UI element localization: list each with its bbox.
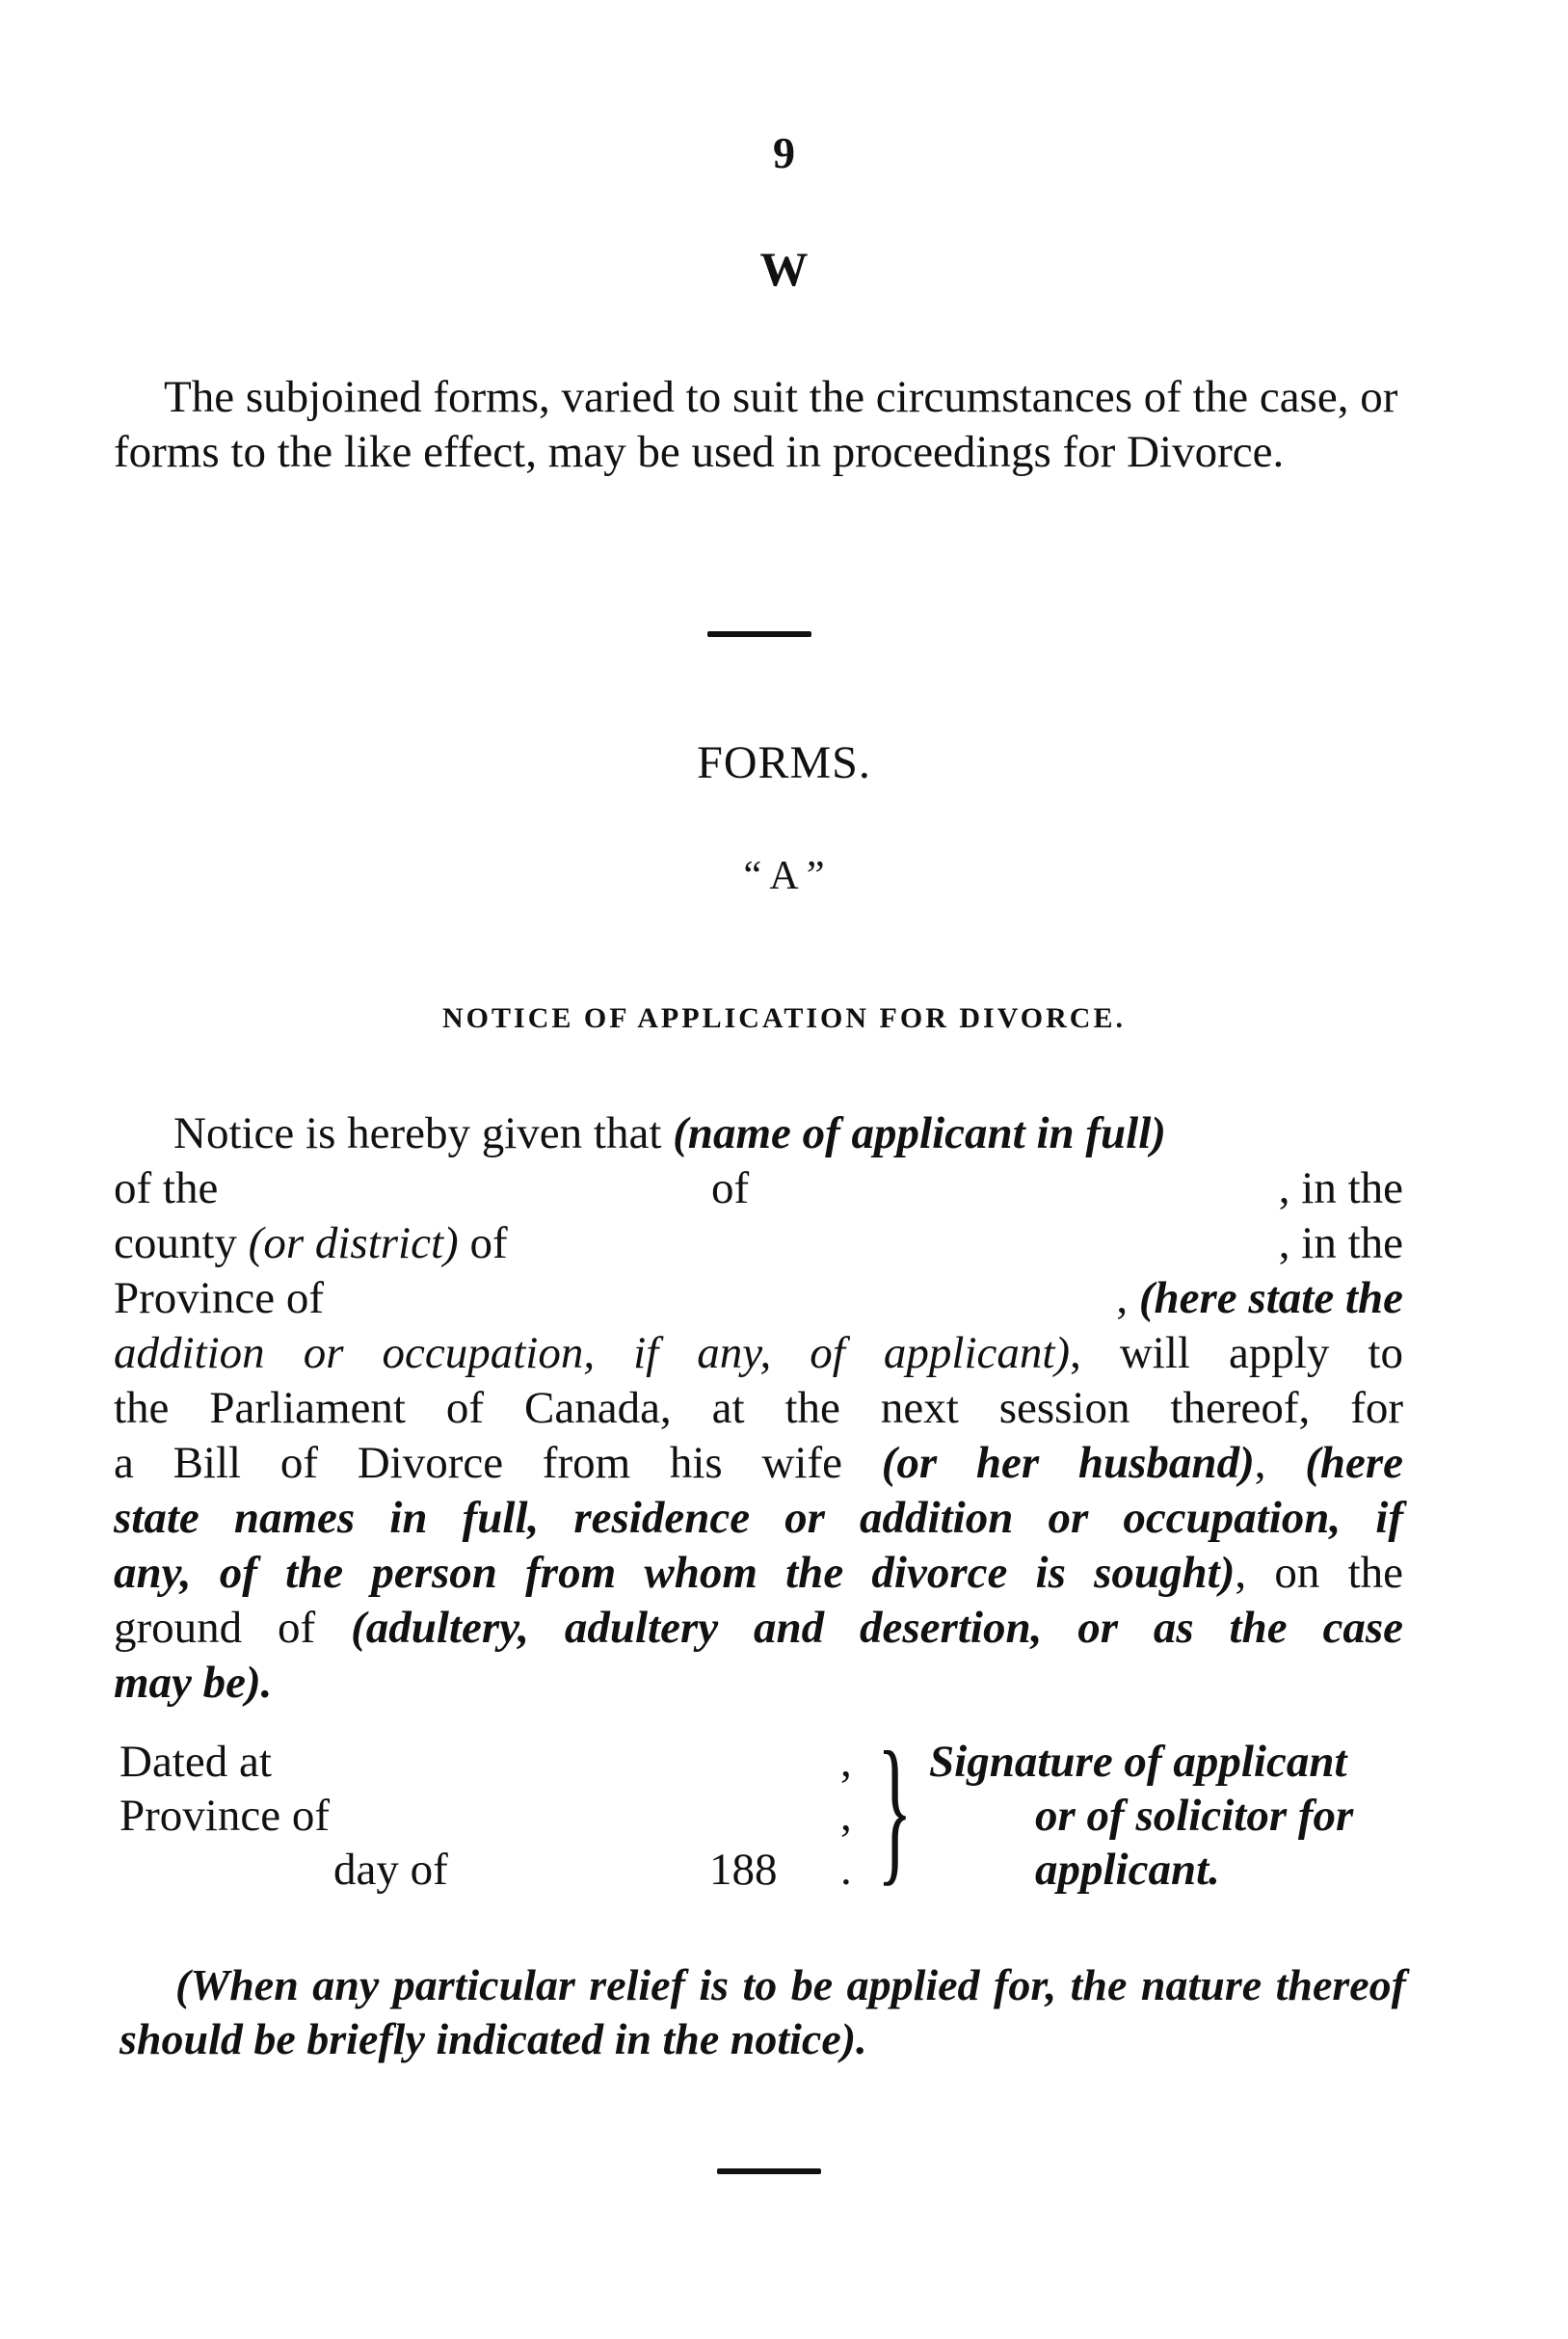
page-number: 9 — [773, 128, 795, 177]
form-letter: “ A ” — [743, 854, 825, 898]
notice-italic: (or district) — [248, 1218, 459, 1268]
notice-italic: (or her husband) — [881, 1438, 1255, 1488]
notice-line — [114, 1216, 1403, 1271]
notice-text: of — [711, 1163, 750, 1213]
signature-note-line: applicant. — [1035, 1845, 1220, 1895]
notice-italic: (name of applicant in full) — [673, 1108, 1166, 1158]
day-of-label: day of — [333, 1845, 448, 1895]
punctuation: , — [840, 1737, 852, 1787]
notice-text: of the — [114, 1163, 219, 1213]
notice-text: of — [458, 1218, 508, 1268]
date-line — [120, 1789, 871, 1843]
notice-text: , in the — [1278, 1218, 1403, 1268]
notice-line — [114, 1656, 1403, 1711]
punctuation: . — [840, 1845, 852, 1895]
notice-text: county — [114, 1218, 249, 1268]
footnote-text: (When any particular relief is to be applied for, the nature thereof should be briefly indicated in the notice). — [120, 1960, 1406, 2063]
notice-line — [114, 1601, 1403, 1656]
signature-mark: W — [759, 242, 809, 296]
notice-line — [114, 1491, 1403, 1546]
section-divider — [707, 631, 811, 637]
notice-line — [114, 1161, 1403, 1216]
signature-note — [929, 1735, 1411, 1897]
notice-text: , — [1116, 1273, 1139, 1323]
notice-italic: (here — [1305, 1438, 1404, 1488]
notice-italic: (adultery, adultery and desertion, or as the case — [351, 1603, 1403, 1653]
year-label: 188 — [709, 1845, 778, 1895]
section-divider — [717, 2168, 821, 2174]
date-line — [120, 1735, 871, 1789]
notice-line — [114, 1326, 1403, 1381]
curly-brace: } — [877, 1718, 913, 1900]
notice-text: , in the — [1278, 1163, 1403, 1213]
notice-line — [114, 1271, 1403, 1326]
notice-text: Province of — [114, 1273, 324, 1323]
notice-heading: NOTICE OF APPLICATION FOR DIVORCE. — [442, 1002, 1126, 1034]
punctuation: , — [840, 1791, 852, 1841]
signature-note-line: Signature of applicant — [929, 1737, 1347, 1787]
notice-text: , will apply to — [1070, 1328, 1403, 1378]
notice-text: Notice is hereby given that — [173, 1108, 674, 1158]
forms-heading: FORMS. — [697, 737, 871, 788]
signature-block — [120, 1718, 1411, 1903]
date-line — [120, 1843, 871, 1897]
notice-italic: addition or occupation, if any, of applicant) — [114, 1328, 1071, 1378]
notice-italic: any, of the person from whom the divorce is sought) — [114, 1548, 1236, 1598]
notice-text: ground of — [114, 1603, 352, 1653]
notice-line — [114, 1106, 1403, 1161]
notice-line — [114, 1546, 1403, 1601]
footnote — [120, 1958, 1406, 2066]
notice-italic: (here state the — [1138, 1273, 1403, 1323]
notice-text: , — [1254, 1438, 1306, 1488]
notice-line: the Parliament of Canada, at the next session thereof, for — [114, 1383, 1403, 1433]
notice-line — [114, 1436, 1403, 1491]
province-label: Province of — [120, 1791, 330, 1841]
signature-note-line: or of solicitor for — [1035, 1791, 1354, 1841]
notice-italic: state names in full, residence or addition or occupation, if — [114, 1493, 1403, 1543]
notice-text: a Bill of Divorce from his wife — [114, 1438, 882, 1488]
intro-text: The subjoined forms, varied to suit the circumstances of the case, or forms to the like effect, may be used in proceedings for Divorce. — [114, 372, 1398, 477]
date-lines — [120, 1735, 871, 1897]
intro-paragraph — [114, 370, 1400, 480]
dated-at-label: Dated at — [120, 1737, 272, 1787]
notice-body — [114, 1106, 1403, 1711]
notice-italic: may be). — [114, 1658, 273, 1708]
notice-text: , on the — [1235, 1548, 1403, 1598]
